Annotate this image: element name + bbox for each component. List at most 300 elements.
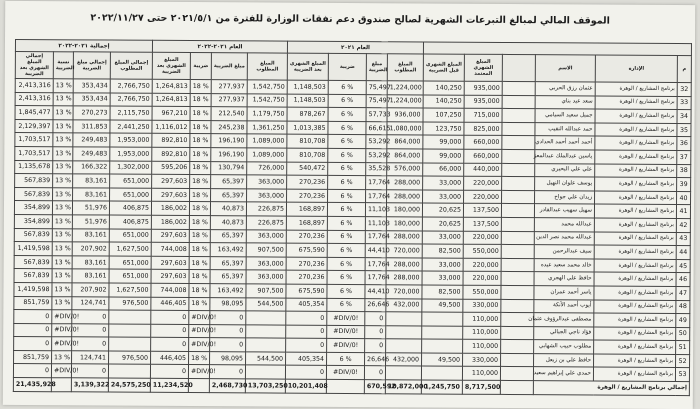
cell-c3: 288,000	[386, 257, 422, 271]
cell-c11	[109, 310, 151, 324]
cell-c9: 18 %	[190, 147, 211, 161]
cell-c4: 0	[365, 325, 386, 339]
cell-c7: 544,500	[246, 297, 286, 311]
cell-c4: 17,764	[366, 189, 387, 203]
col-required-a: المبلغ المطلوب	[387, 54, 423, 81]
cell-c10: 967,210	[152, 106, 190, 120]
cell-c11: 651,000	[109, 269, 151, 283]
cell-no: 50	[676, 327, 690, 341]
cell-c4: 75,497	[366, 94, 387, 108]
cell-c3: 432,000	[386, 353, 422, 367]
cell-no: 49	[676, 314, 690, 328]
cell-c5: 6 %	[328, 94, 366, 108]
cell-name: مطلوب حبيب الشهابي	[534, 340, 594, 354]
cell-c14: 0	[14, 337, 52, 351]
cell-c8: 277,937	[211, 80, 247, 94]
col-tax-percent: نسبة الضريبة	[53, 52, 73, 79]
cell-no: 35	[677, 123, 691, 137]
cell-c2: 20,625	[422, 217, 463, 231]
cell-c10: 0	[151, 338, 189, 352]
cell-c5: #DIV/0!	[327, 311, 365, 325]
cell-name: سهيل سهيب عبدالقادر	[534, 204, 594, 218]
cell-c2	[422, 312, 463, 326]
cell-c9: 18 %	[190, 120, 211, 134]
cell-no: 44	[676, 246, 690, 260]
cell-c1: 220,000	[463, 272, 501, 286]
cell-c2: 33,000	[422, 258, 463, 272]
cell-c5: #DIV/0!	[327, 325, 365, 339]
cell-name: أحمد أحمد أحمد الحدادي	[535, 136, 595, 150]
cell-c10: 297,603	[151, 270, 189, 284]
total-c2: 1,245,750	[421, 380, 462, 394]
cell-c14: 2,413,316	[15, 92, 53, 106]
total-spacer	[500, 380, 533, 394]
cell-c4: 44,410	[365, 285, 386, 299]
cell-c7: 363,000	[246, 229, 286, 243]
cell-c2: 99,000	[423, 135, 464, 149]
col-no: م	[677, 56, 691, 83]
cell-dept: برنامج المشاريع / الوهرة	[594, 299, 676, 313]
cell-c2: 33,000	[422, 230, 463, 244]
cell-c9: #DIV/0!	[189, 338, 210, 352]
cell-c2: 33,000	[422, 271, 463, 285]
col-total-after-tax: إجمالي المبلغ الشهري بعد الضريبة	[15, 51, 53, 78]
cell-c6: 270,236	[287, 189, 328, 203]
cell-c7: 1,179,750	[247, 107, 287, 121]
cell-c5: 6 %	[327, 216, 365, 230]
cell-c5: 6 %	[327, 284, 365, 298]
cell-c12: 83,161	[73, 188, 110, 202]
cell-c2: 49,500	[422, 298, 463, 312]
cell-c11: 406,875	[109, 215, 151, 229]
cell-c13: #DIV/0!	[52, 323, 72, 337]
cell-c12: 124,741	[72, 296, 109, 310]
cell-c9: #DIV/0!	[189, 311, 210, 325]
cell-c5: 6 %	[327, 230, 365, 244]
cell-no: 33	[677, 96, 691, 110]
cell-c8: 65,397	[210, 229, 246, 243]
cell-c4: 53,292	[366, 135, 387, 149]
cell-c11: 1,953,000	[110, 133, 152, 147]
cell-c2: 107,250	[423, 108, 464, 122]
cell-c6: 878,267	[287, 107, 328, 121]
cell-c10: 1,116,012	[152, 120, 190, 134]
cell-c4: 17,764	[366, 176, 387, 190]
cell-c2: 140,250	[423, 81, 464, 95]
cell-c2: 49,500	[422, 353, 463, 367]
cell-spacer	[502, 163, 535, 177]
cell-c1: 110,000	[463, 339, 501, 353]
cell-c1: 137,500	[463, 217, 501, 231]
cell-dept: برنامج المشاريع / الوهرة	[594, 354, 676, 368]
cell-c9: 18 %	[190, 161, 211, 175]
cell-spacer	[501, 217, 534, 231]
cell-c10: 297,603	[151, 229, 189, 243]
cell-dept: برنامج المشاريع / الوهرة	[594, 259, 676, 273]
cell-no: 32	[677, 83, 691, 97]
cell-c12: 83,161	[72, 228, 109, 242]
cell-name: عبدالله محمد	[534, 218, 594, 232]
cell-c9: 18 %	[189, 215, 210, 229]
cell-spacer	[502, 149, 535, 163]
cell-c13: 13 %	[52, 215, 72, 229]
cell-c2: 20,625	[422, 203, 463, 217]
cell-name: حافظ علي بن زيعل	[534, 354, 594, 368]
cell-c14: 354,899	[14, 201, 52, 215]
cell-spacer	[501, 299, 534, 313]
cell-dept: برنامج المشاريع / الوهرة	[594, 204, 676, 218]
cell-c9: 18 %	[190, 134, 211, 148]
cell-c7: 363,000	[246, 257, 286, 271]
cell-c13: #DIV/0!	[52, 310, 72, 324]
cell-spacer	[502, 177, 535, 191]
cell-no: 45	[676, 259, 690, 273]
cell-dept: برنامج المشاريع / الوهرة	[594, 218, 676, 232]
cell-c10: 297,603	[152, 188, 190, 202]
cell-c4: 53,292	[366, 149, 387, 163]
cell-c11	[108, 365, 150, 379]
cell-c3: 1,224,000	[387, 94, 423, 108]
cell-c5: 6 %	[328, 176, 366, 190]
cell-c8: 0	[209, 365, 245, 379]
cell-c7	[246, 338, 286, 352]
cell-c7: 363,000	[247, 175, 287, 189]
cell-c9: 18 %	[189, 243, 210, 257]
cell-c4: 75,497	[366, 81, 387, 95]
cell-c8: 0	[210, 338, 246, 352]
cell-name: جميل سعيد السيامي	[535, 109, 595, 123]
cell-c11: 976,500	[109, 351, 151, 365]
cell-dept: برنامج المشاريع / الوهرة	[595, 164, 677, 178]
cell-c6: 0	[286, 311, 327, 325]
total-c12: 3,139,322	[71, 378, 108, 392]
cell-c12: 353,434	[73, 79, 110, 93]
cell-c6: 810,708	[287, 148, 328, 162]
cell-c1: 137,500	[463, 204, 501, 218]
page-title: الموقف المالي لمبالغ التبرعات الشهرية لصالح صندوق دعم نفقات الوزارة للفترة من ٢٠٢١/٥/١ حتى ٢٠٢٢/١١/٢٧	[90, 12, 610, 27]
cell-c3: 864,000	[387, 149, 423, 163]
cell-c5: 6 %	[328, 121, 366, 135]
cell-c11: 976,500	[109, 297, 151, 311]
cell-c7	[246, 325, 286, 339]
cell-c10: 744,008	[151, 242, 189, 256]
cell-c4: 35,528	[366, 162, 387, 176]
cell-c10: 892,810	[152, 134, 190, 148]
cell-c11: 1,627,500	[109, 242, 151, 256]
cell-c4: 26,646	[365, 298, 386, 312]
cell-c14: 0	[14, 323, 52, 337]
cell-c5: 6 %	[328, 135, 366, 149]
col-monthly-after-a: المبلغ الشهري بعد الضريبة	[287, 53, 328, 80]
cell-dept: برنامج المشاريع / الوهرة	[595, 123, 677, 137]
cell-c3: 1,224,000	[387, 81, 423, 95]
cell-c8: 196,190	[211, 148, 247, 162]
cell-c3: 180,000	[386, 217, 422, 231]
cell-c9: 18 %	[190, 188, 211, 202]
cell-c4: 17,764	[365, 271, 386, 285]
group-2021a-header: العام ٢٠٢١	[287, 41, 423, 54]
total-c7: 13,703,250	[245, 379, 285, 393]
cell-c14: 354,899	[14, 214, 52, 228]
cell-c5: 6 %	[327, 271, 365, 285]
cell-c6: 270,236	[286, 270, 327, 284]
cell-c12: 83,161	[72, 269, 109, 283]
cell-c4: 17,764	[365, 230, 386, 244]
col-monthly-before: المبلغ الشهري قبل الضريبة	[423, 54, 464, 81]
cell-c1: 660,000	[464, 136, 502, 150]
cell-c13: 13 %	[53, 119, 73, 133]
cell-c3: 864,000	[387, 135, 423, 149]
cell-c13: 13 %	[53, 187, 73, 201]
cell-c14: 567,839	[14, 228, 52, 242]
cell-c6: 0	[286, 338, 327, 352]
column-header-row	[15, 51, 691, 82]
cell-name: أيوب أحمد الأنكة	[534, 299, 594, 313]
cell-c6: 270,236	[286, 257, 327, 271]
cell-c13: 13 %	[53, 133, 73, 147]
total-c6: 10,201,408	[285, 379, 326, 393]
document-sheet	[3, 1, 695, 409]
cell-no: 53	[675, 368, 689, 382]
cell-c13: 13 %	[52, 242, 72, 256]
cell-dept: برنامج المشاريع / الوهرة	[595, 109, 677, 123]
cell-c13: 13 %	[52, 351, 72, 365]
cell-c11: 1,627,500	[109, 283, 151, 297]
cell-c6: 0	[285, 366, 326, 380]
cell-c9: 18 %	[189, 229, 210, 243]
cell-no: 41	[676, 205, 690, 219]
cell-c10: 1,264,813	[152, 93, 190, 107]
cell-c11: 406,875	[109, 201, 151, 215]
cell-no: 34	[677, 110, 691, 124]
cell-c6: 675,590	[286, 284, 327, 298]
cell-c9: 18 %	[189, 351, 210, 365]
cell-c12: 311,853	[73, 120, 110, 134]
total-label: إجمالي برنامج المشاريع / الوهرة	[533, 381, 689, 396]
cell-c9: 18 %	[189, 283, 210, 297]
cell-c13: 13 %	[53, 160, 73, 174]
cell-c4: 0	[365, 339, 386, 353]
cell-spacer	[501, 340, 534, 354]
cell-c14: 1,845,477	[15, 106, 53, 120]
cell-name: يوسف علوان النهيل	[535, 177, 595, 191]
cell-no: 42	[676, 218, 690, 232]
cell-c8: 277,937	[211, 93, 247, 107]
col-annual: المبلغ الشهري المعتمد	[464, 54, 502, 81]
cell-c7: 726,000	[247, 161, 287, 175]
cell-c8: 130,794	[211, 161, 247, 175]
cell-spacer	[502, 136, 535, 150]
cell-c1: 110,000	[463, 326, 501, 340]
cell-no: 36	[677, 137, 691, 151]
cell-c3: 720,000	[386, 244, 422, 258]
cell-name: ياسين عبدالملك عبدالمعز	[535, 150, 595, 164]
cell-c6: 168,897	[286, 216, 327, 230]
total-c10: 11,234,520	[150, 378, 188, 392]
cell-c12: 0	[72, 323, 109, 337]
cell-c3: 288,000	[386, 230, 422, 244]
total-c3: 10,872,000	[385, 380, 421, 394]
cell-c9: 18 %	[190, 80, 211, 94]
cell-c4: 0	[365, 312, 386, 326]
cell-c12: 166,322	[73, 160, 110, 174]
cell-c7	[245, 365, 285, 379]
cell-c12: 51,976	[72, 215, 109, 229]
cell-dept: برنامج المشاريع / الوهرة	[595, 82, 677, 96]
cell-c10: 744,008	[151, 283, 189, 297]
cell-c14: 851,759	[14, 296, 52, 310]
cell-name: ياسر أحمد عمران	[534, 286, 594, 300]
cell-c3	[386, 325, 422, 339]
col-dept: الإدارة	[595, 55, 677, 83]
cell-c7: 1,089,000	[247, 134, 287, 148]
cell-spacer	[501, 245, 534, 259]
cell-c2: 82,500	[422, 244, 463, 258]
cell-c5: #DIV/0!	[326, 366, 364, 380]
cell-c7: 363,000	[247, 189, 287, 203]
cell-name: فؤاد ناجي الجبالي	[534, 326, 594, 340]
cell-c5: 6 %	[328, 148, 366, 162]
cell-no: 40	[677, 191, 691, 205]
cell-c3: 936,000	[387, 108, 423, 122]
cell-c3: 288,000	[387, 176, 423, 190]
cell-c7: 544,500	[246, 352, 286, 366]
cell-c5: 6 %	[327, 203, 365, 217]
cell-c10: 186,002	[151, 215, 189, 229]
cell-c3: 288,000	[387, 189, 423, 203]
col-total-due: إجمالي المبلغ المطلوب	[110, 52, 152, 79]
cell-c9: 18 %	[189, 297, 210, 311]
col-tax-amount: إجمالي مبلغ الضريبة	[73, 52, 110, 79]
cell-dept: برنامج المشاريع / الوهرة	[595, 96, 677, 110]
cell-c3: 180,000	[386, 203, 422, 217]
cell-c7: 1,089,000	[247, 148, 287, 162]
cell-c8: 40,873	[210, 202, 246, 216]
cell-spacer	[500, 367, 533, 381]
cell-name: زيدان علي جواح	[535, 190, 595, 204]
cell-c7	[246, 311, 286, 325]
cell-c8: 196,190	[211, 134, 247, 148]
cell-c8: 65,397	[211, 175, 247, 189]
total-c8: 2,468,730	[209, 379, 245, 393]
cell-c12: 0	[71, 364, 108, 378]
cell-c8: 0	[210, 324, 246, 338]
cell-c12: 249,483	[73, 133, 110, 147]
cell-c11: 651,000	[109, 256, 151, 270]
col-tax-b: ضريبة	[190, 53, 211, 80]
cell-c8: 40,873	[210, 216, 246, 230]
cell-c9: 18 %	[190, 93, 211, 107]
cell-dept: برنامج المشاريع / الوهرة	[593, 367, 675, 381]
col-tax-a: ضريبة	[328, 53, 366, 80]
cell-c1: 550,000	[463, 244, 501, 258]
cell-no: 52	[676, 354, 690, 368]
cell-c10: 595,206	[152, 161, 190, 175]
cell-dept: برنامج المشاريع / الوهرة	[594, 272, 676, 286]
cell-c12: 207,902	[72, 283, 109, 297]
cell-c9: 18 %	[189, 202, 210, 216]
total-c11: 24,575,250	[108, 378, 150, 392]
cell-c6: 0	[286, 325, 327, 339]
cell-c13: 13 %	[53, 92, 73, 106]
cell-c13: 13 %	[52, 228, 72, 242]
cell-c13: 13 %	[52, 269, 72, 283]
cell-c8: 163,492	[210, 284, 246, 298]
cell-c13: 13 %	[52, 296, 72, 310]
cell-c9: #DIV/0!	[188, 365, 209, 379]
cell-c10: 0	[151, 310, 189, 324]
cell-c11: 651,000	[110, 188, 152, 202]
cell-c14: 1,703,517	[15, 133, 53, 147]
cell-c9: 18 %	[190, 175, 211, 189]
cell-no: 43	[676, 232, 690, 246]
cell-c2	[422, 326, 463, 340]
cell-spacer	[501, 231, 534, 245]
cell-c5: 6 %	[328, 108, 366, 122]
cell-c12: 0	[72, 310, 109, 324]
cell-c8: 212,540	[211, 107, 247, 121]
financial-table	[13, 39, 692, 396]
cell-spacer	[502, 95, 535, 109]
cell-c3	[386, 339, 422, 353]
cell-c3: 432,000	[386, 298, 422, 312]
cell-spacer	[502, 109, 535, 123]
cell-spacer	[502, 122, 535, 136]
cell-c7: 1,542,750	[247, 93, 287, 107]
cell-c14: 1,135,678	[15, 160, 53, 174]
cell-c3: 720,000	[386, 285, 422, 299]
cell-c10: 0	[151, 324, 189, 338]
col-monthly-after-b: المبلغ الشهري بعد الضريبة	[152, 52, 190, 79]
cell-c4: 66,615	[366, 121, 387, 135]
cell-c11: 651,000	[109, 229, 151, 243]
col-tax-value-a: مبلغ الضريبة	[366, 54, 387, 81]
cell-c2: 66,000	[423, 163, 464, 177]
cell-no: 39	[677, 178, 691, 192]
cell-c13: 13 %	[53, 147, 73, 161]
cell-spacer	[501, 258, 534, 272]
cell-c10: 297,603	[151, 256, 189, 270]
cell-c13: 13 %	[53, 174, 73, 188]
cell-c12: 207,902	[72, 242, 109, 256]
cell-c1: 550,000	[463, 285, 501, 299]
cell-c11: 1,302,000	[110, 161, 152, 175]
cell-c1: 220,000	[463, 231, 501, 245]
cell-c7: 907,500	[246, 284, 286, 298]
cell-no: 47	[676, 286, 690, 300]
cell-dept: برنامج المشاريع / الوهرة	[594, 327, 676, 341]
cell-c7: 363,000	[246, 270, 286, 284]
cell-c14: 567,839	[15, 174, 53, 188]
cell-c5: 6 %	[328, 162, 366, 176]
cell-c4: 57,733	[366, 108, 387, 122]
cell-c5: 6 %	[328, 189, 366, 203]
cell-c5: 6 %	[327, 243, 365, 257]
cell-c10: 0	[150, 365, 188, 379]
cell-dept: برنامج المشاريع / الوهرة	[594, 232, 676, 246]
cell-spacer	[501, 353, 534, 367]
cell-no: 51	[676, 341, 690, 355]
cell-c8: 65,397	[210, 270, 246, 284]
cell-c1: 220,000	[463, 258, 501, 272]
cell-c6: 168,897	[286, 202, 327, 216]
cell-c1: 330,000	[463, 299, 501, 313]
cell-name: علي علي البحيري	[535, 163, 595, 177]
cell-no: 46	[676, 273, 690, 287]
cell-name: حمدي علي إبراهيم سعيد	[533, 367, 593, 381]
cell-c8: 65,397	[210, 256, 246, 270]
cell-c13: #DIV/0!	[52, 337, 72, 351]
